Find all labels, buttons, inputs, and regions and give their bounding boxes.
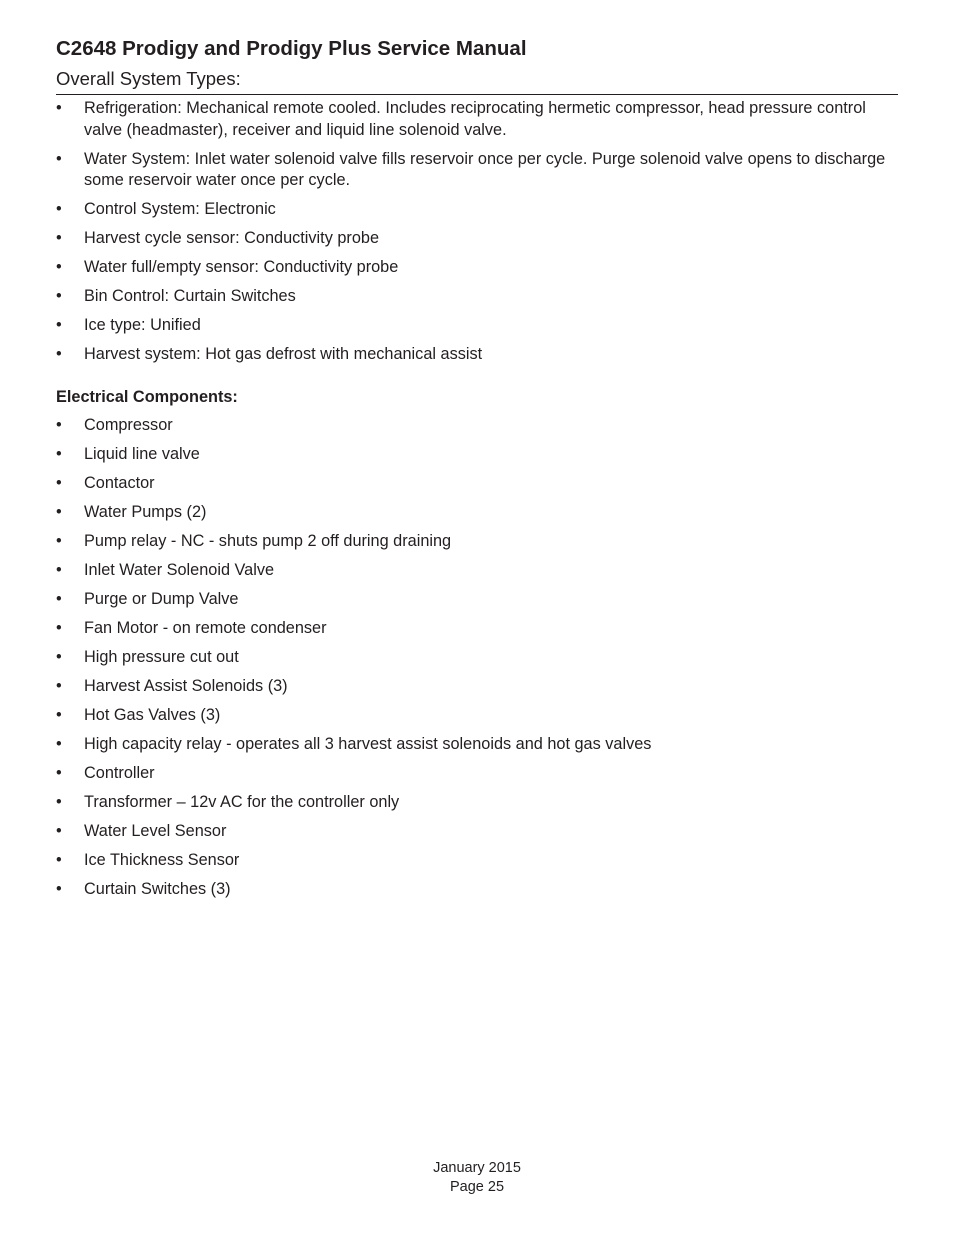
electrical-component-item [56,734,898,756]
electrical-component-item-text: Transformer – 12v AC for the controller only [84,793,400,811]
system-type-item-text: Water full/empty sensor: Conductivity probe [84,258,399,276]
bullet-icon: • [56,99,62,117]
bullet-icon: • [56,619,62,637]
bullet-icon: • [56,851,62,869]
electrical-component-item [56,821,898,843]
electrical-component-item [56,792,898,814]
electrical-component-item [56,850,898,872]
system-type-item-text: Refrigeration: Mechanical remote cooled. Includes reciprocating hermetic compressor, head pressure control valve (headmaster), receiver and liquid line solenoid valve. [84,99,866,139]
electrical-component-item-text: Contactor [84,474,155,492]
bullet-icon: • [56,287,62,305]
bullet-icon: • [56,316,62,334]
bullet-icon: • [56,200,62,218]
system-type-item [56,228,898,250]
bullet-icon: • [56,149,62,168]
bullet-icon: • [56,793,62,811]
electrical-component-item [56,705,898,727]
electrical-component-item-text: Liquid line valve [84,445,200,463]
electrical-components-list [56,415,898,908]
electrical-component-item-text: Water Level Sensor [84,822,227,840]
bullet-icon: • [56,345,62,363]
electrical-component-item-text: Purge or Dump Valve [84,590,239,608]
system-type-item [56,98,898,141]
section-title: Overall System Types: [56,66,898,95]
system-type-item-text: Water System: Inlet water solenoid valve fills reservoir once per cycle. Purge solenoid valve opens to discharge some reservoir water once per cycle. [84,149,886,189]
system-type-item [56,199,898,221]
electrical-component-item [56,763,898,785]
electrical-component-item-text: Harvest Assist Solenoids (3) [84,677,288,695]
bullet-icon: • [56,532,62,550]
system-type-item [56,344,898,366]
bullet-icon: • [56,258,62,276]
electrical-component-item [56,647,898,669]
electrical-component-item-text: Fan Motor - on remote condenser [84,619,327,637]
electrical-component-item-text: Compressor [84,416,173,434]
bullet-icon: • [56,735,62,753]
electrical-component-item [56,560,898,582]
electrical-component-item [56,415,898,437]
bullet-icon: • [56,503,62,521]
system-types-list [56,98,898,373]
electrical-component-item-text: Inlet Water Solenoid Valve [84,561,275,579]
system-type-item [56,149,898,192]
electrical-component-item-text: Pump relay - NC - shuts pump 2 off during draining [84,532,452,550]
bullet-icon: • [56,561,62,579]
bullet-icon: • [56,706,62,724]
electrical-component-item-text: Ice Thickness Sensor [84,851,240,869]
bullet-icon: • [56,445,62,463]
system-type-item-text: Control System: Electronic [84,200,276,218]
bullet-icon: • [56,677,62,695]
electrical-component-item [56,502,898,524]
electrical-component-item-text: Water Pumps (2) [84,503,207,521]
system-type-item-text: Harvest system: Hot gas defrost with mechanical assist [84,345,483,363]
electrical-component-item-text: High pressure cut out [84,648,239,666]
bullet-icon: • [56,416,62,434]
electrical-component-item [56,444,898,466]
system-type-item [56,257,898,279]
footer-date: January 2015 [433,1160,521,1176]
electrical-component-item [56,618,898,640]
bullet-icon: • [56,648,62,666]
electrical-component-item-text: Curtain Switches (3) [84,880,231,898]
bullet-icon: • [56,880,62,898]
electrical-component-item [56,879,898,901]
electrical-component-item-text: High capacity relay - operates all 3 harvest assist solenoids and hot gas valves [84,735,652,753]
bullet-icon: • [56,474,62,492]
electrical-component-item-text: Hot Gas Valves (3) [84,706,221,724]
document-title: C2648 Prodigy and Prodigy Plus Service Manual [56,37,527,60]
bullet-icon: • [56,764,62,782]
system-type-item-text: Bin Control: Curtain Switches [84,287,296,305]
footer-page-number: Page 25 [449,1179,505,1195]
electrical-component-item [56,531,898,553]
bullet-icon: • [56,590,62,608]
electrical-component-item-text: Controller [84,764,155,782]
bullet-icon: • [56,822,62,840]
system-type-item-text: Ice type: Unified [84,316,201,334]
system-type-item [56,286,898,308]
electrical-component-item [56,589,898,611]
electrical-component-item [56,676,898,698]
system-type-item-text: Harvest cycle sensor: Conductivity probe [84,229,379,247]
bullet-icon: • [56,229,62,247]
electrical-component-item [56,473,898,495]
system-type-item [56,315,898,337]
electrical-components-heading: Electrical Components: [56,388,238,406]
